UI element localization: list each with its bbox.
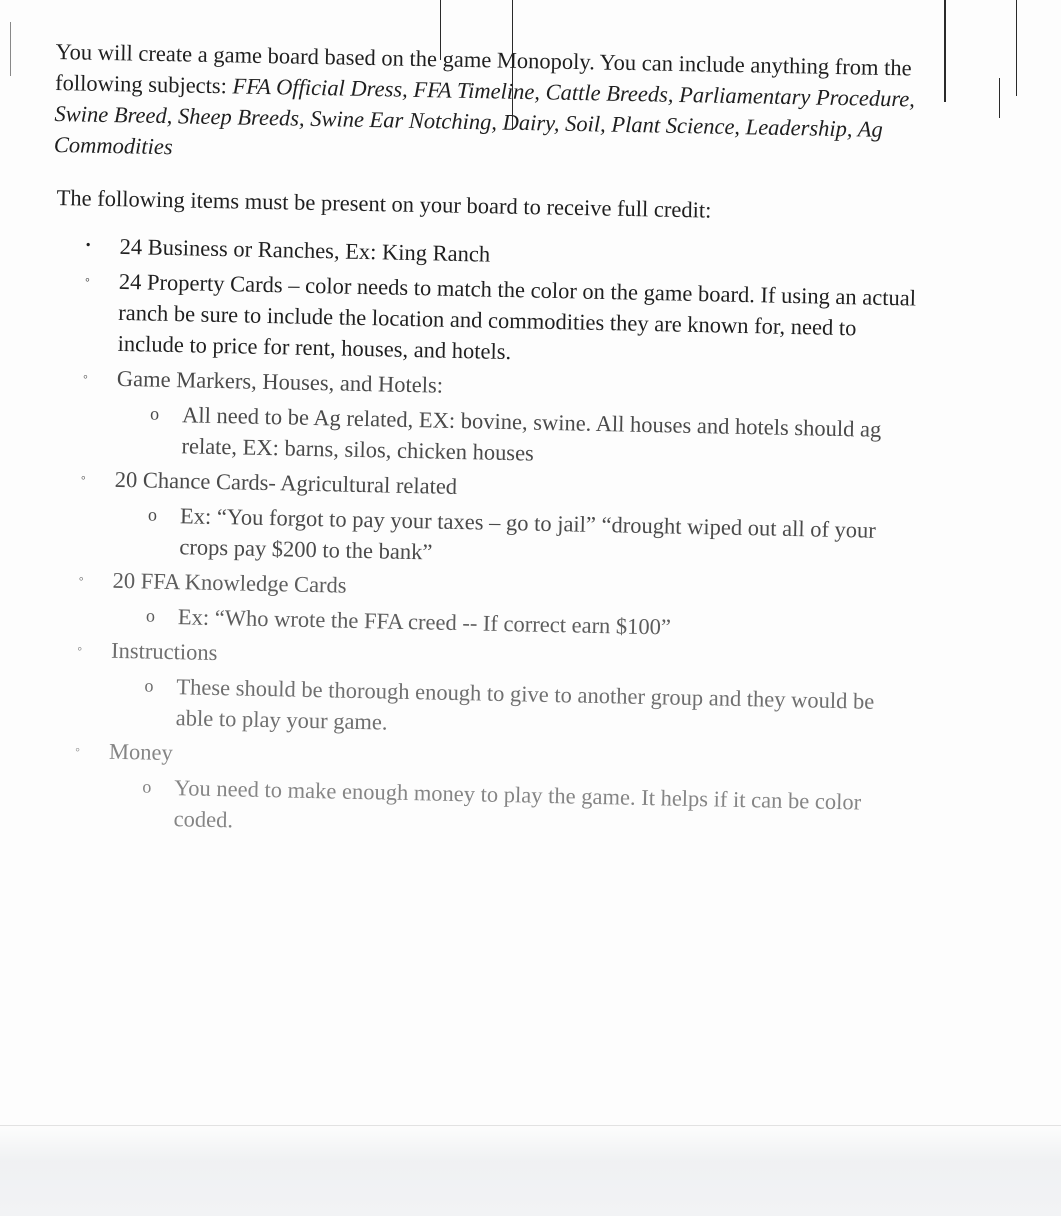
sub-list — [107, 771, 906, 850]
scan-artifact-line — [10, 22, 11, 76]
sub-bullet-icon: o — [149, 403, 160, 424]
requirement-item — [68, 634, 910, 749]
sub-list — [109, 670, 908, 749]
sub-bullet-icon: o — [145, 605, 156, 626]
sub-bullet-icon: o — [142, 776, 152, 797]
sub-item-text: Ex: “You forgot to pay your taxes – go to jail” “drought wiped out all of your crops pay $200 to the bank” — [179, 503, 877, 565]
bullet-icon: ◦ — [82, 370, 89, 386]
sub-item — [113, 499, 912, 578]
scan-artifact-shade — [0, 1125, 1061, 1216]
sub-list — [113, 499, 912, 578]
sub-bullet-icon: o — [144, 675, 154, 696]
requirement-item — [70, 564, 911, 648]
bullet-icon: ◦ — [77, 642, 83, 658]
sub-list — [115, 398, 914, 477]
bullet-icon: ◦ — [80, 471, 86, 487]
requirement-item — [65, 735, 907, 850]
sub-bullet-icon: o — [147, 504, 158, 525]
requirement-text: 20 Chance Cards- Agricultural related — [114, 466, 458, 499]
sub-item — [107, 771, 906, 850]
intro-paragraph — [54, 36, 916, 176]
sub-item — [109, 670, 908, 749]
requirement-text: 24 Business or Ranches, Ex: King Ranch — [119, 233, 491, 267]
requirement-text: Game Markers, Houses, and Hotels: — [116, 365, 444, 398]
requirement-item — [75, 265, 917, 376]
bullet-icon: ◦ — [78, 572, 84, 588]
requirement-text: Instructions — [110, 637, 218, 666]
requirement-item — [71, 463, 913, 578]
requirements-heading: The following items must be present on your board to receive full credit: — [56, 184, 712, 223]
requirements-list — [65, 230, 918, 853]
intro-subjects: FFA Official Dress, FFA Timeline, Cattle Breeds, Parliamentary Procedure, Swine Breed, Sheep Breeds, Swine Ear Notching, Dairy, Soil, Plant Science, Leadership, Ag Commodities — [53, 73, 916, 160]
sub-item-text: You need to make enough money to play the game. It helps if it can be color coded. — [173, 775, 862, 833]
scan-artifact-line — [1016, 0, 1017, 96]
scan-artifact-line — [999, 78, 1000, 118]
sub-item-text: Ex: “Who wrote the FFA creed -- If correct earn $100” — [177, 604, 672, 640]
requirement-text: 24 Property Cards – color needs to match the color on the game board. If using an actual ranch be sure to include the location and commodities they are known for, need to include to price for rent, houses, and hotels. — [117, 268, 917, 365]
sub-item-text: These should be thorough enough to give to another group and they would be able to play your game. — [175, 674, 875, 735]
requirement-text: 20 FFA Knowledge Cards — [112, 567, 347, 598]
requirement-text: Money — [108, 738, 174, 766]
intro-text: You will create a game board based on the game Monopoly. You can include anything from the following subjects: — [54, 38, 912, 99]
bullet-icon: ◦ — [74, 743, 81, 759]
sub-item — [115, 398, 914, 477]
scan-artifact-line — [944, 0, 946, 102]
bullet-icon: ◦ — [84, 273, 91, 289]
sub-item-text: All need to be Ag related, EX: bovine, swine. All houses and hotels should ag relate, EX: barns, silos, chicken houses — [181, 402, 882, 466]
bullet-icon: • — [85, 238, 91, 254]
requirement-item — [73, 362, 915, 477]
